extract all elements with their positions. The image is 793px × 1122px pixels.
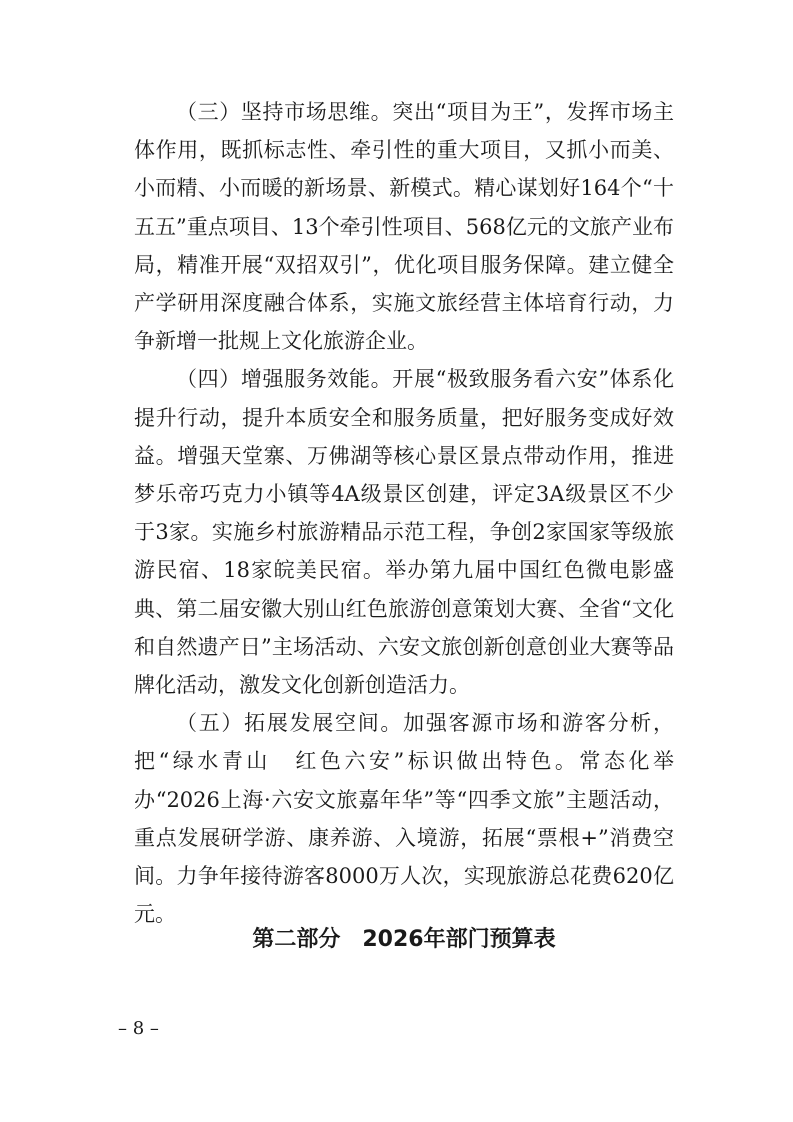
body-text bbox=[134, 93, 674, 933]
section-heading: 第二部分 2026年部门预算表 bbox=[252, 927, 556, 952]
paragraph-market-thinking: （三）坚持市场思维。突出“项目为王”，发挥市场主体作用，既抓标志性、牵引性的重大项目，又抓小而美、小而精、小而暖的新场景、新模式。精心谋划好164个“十五五”重点项目、13个牵引性项目、568亿元的文旅产业布局，精准开展“双招双引”，优化项目服务保障。建立健全产学研用深度融合体系，实施文旅经营主体培育行动，力争新增一批规上文化旅游企业。 bbox=[134, 100, 674, 354]
paragraph-development-space: （五）拓展发展空间。加强客源市场和游客分析，把“绿水青山 红色六安”标识做出特色。常态化举办“2026上海·六安文旅嘉年华”等“四季文旅”主题活动，重点发展研学游、康养游、入境游，拓展“票根+”消费空间。力争年接待游客8000万人次，实现旅游总花费620亿元。 bbox=[134, 711, 674, 927]
page-number: – 8 – bbox=[118, 1018, 159, 1039]
paragraph-service-efficiency: （四）增强服务效能。开展“极致服务看六安”体系化提升行动，提升本质安全和服务质量，把好服务变成好效益。增强天堂寨、万佛湖等核心景区景点带动作用，推进梦乐帝巧克力小镇等4A级景区创建，评定3A级景区不少于3家。实施乡村旅游精品示范工程，争创2家国家等级旅游民宿、18家皖美民宿。举办第九届中国红色微电影盛典、第二届安徽大别山红色旅游创意策划大赛、全省“文化和自然遗产日”主场活动、六安文旅创新创意创业大赛等品牌化活动，激发文化创新创造活力。 bbox=[134, 367, 674, 698]
